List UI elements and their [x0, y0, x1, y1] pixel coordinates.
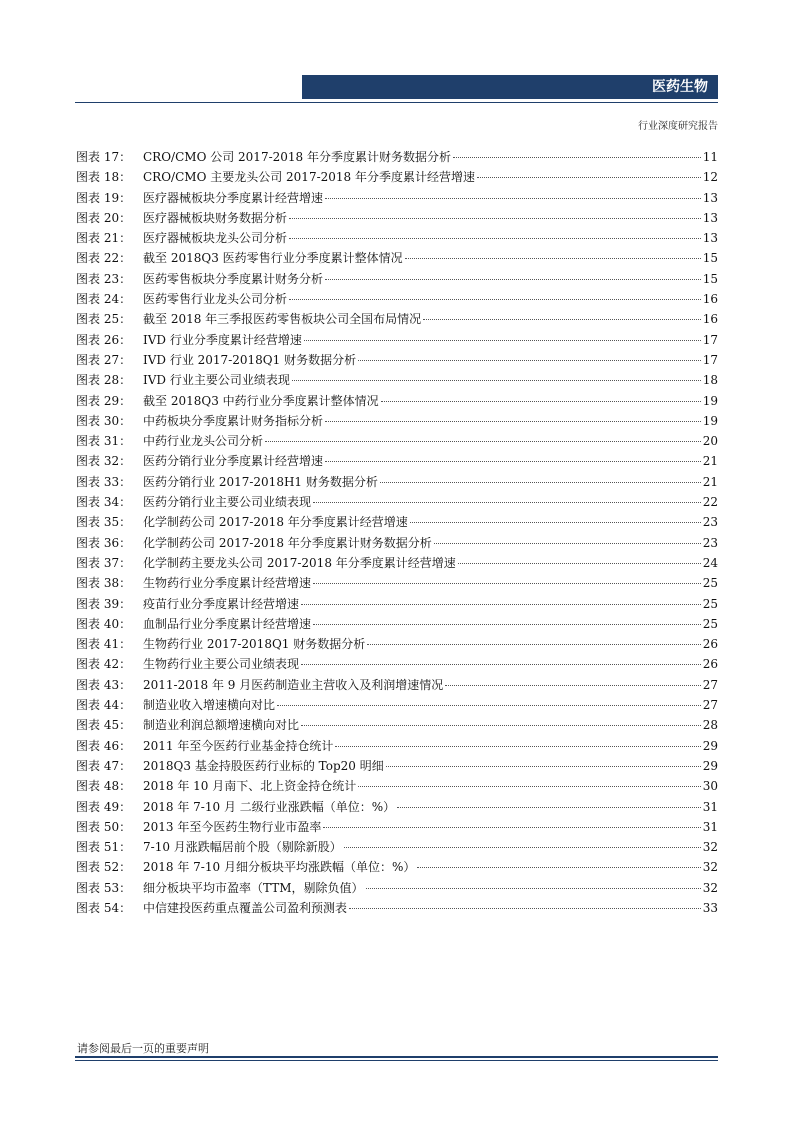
- toc-entry[interactable]: [76, 737, 718, 757]
- toc-entry-page: 15: [702, 271, 718, 286]
- toc-entry-number: 图表 41：: [76, 637, 132, 652]
- toc-entry[interactable]: [76, 574, 718, 594]
- toc-entry-title: 2018 年 7-10 月 二级行业涨跌幅（单位：%）: [143, 799, 396, 814]
- toc-entry[interactable]: [76, 635, 718, 655]
- toc-entry-page: 13: [702, 190, 718, 205]
- toc-leader-dots: [358, 360, 701, 361]
- toc-entry-page: 15: [702, 251, 718, 266]
- toc-entry-page: 31: [702, 819, 718, 834]
- toc-entry-title: 化学制药公司 2017-2018 年分季度累计经营增速: [143, 515, 408, 530]
- toc-entry-title: 生物药行业 2017-2018Q1 财务数据分析: [143, 637, 366, 652]
- toc-leader-dots: [453, 157, 701, 158]
- toc-entry-page: 32: [702, 860, 718, 875]
- toc-entry-number: 图表 20：: [76, 210, 132, 225]
- toc-entry-number: 图表 52：: [76, 860, 132, 875]
- toc-entry-number: 图表 24：: [76, 292, 132, 307]
- toc-entry[interactable]: [76, 595, 718, 615]
- toc-entry-page: 21: [702, 474, 718, 489]
- toc-entry[interactable]: [76, 432, 718, 452]
- toc-entry-title: 医药零售板块分季度累计财务分析: [143, 271, 324, 286]
- toc-entry-number: 图表 18：: [76, 170, 132, 185]
- toc-entry[interactable]: [76, 818, 718, 838]
- toc-entry-title: 中信建投医药重点覆盖公司盈利预测表: [143, 900, 348, 915]
- toc-entry-number: 图表 21：: [76, 231, 132, 246]
- section-title-bar: [302, 75, 718, 99]
- toc-entry-page: 27: [702, 698, 718, 713]
- toc-entry-number: 图表 17：: [76, 150, 132, 164]
- toc-entry[interactable]: [76, 554, 718, 574]
- section-title: 医药生物: [652, 79, 708, 95]
- figure-list: [76, 148, 718, 919]
- toc-entry-title: 医药分销行业主要公司业绩表现: [143, 495, 312, 510]
- toc-entry-number: 图表 54：: [76, 900, 132, 915]
- toc-entry-title: 中药行业龙头公司分析: [143, 434, 264, 449]
- toc-entry-number: 图表 23：: [76, 271, 132, 286]
- toc-entry[interactable]: [76, 412, 718, 432]
- toc-entry-title: 医药零售行业龙头公司分析: [143, 292, 288, 307]
- toc-entry-page: 32: [702, 840, 718, 855]
- toc-entry[interactable]: [76, 493, 718, 513]
- toc-leader-dots: [323, 827, 700, 828]
- toc-entry-title: 制造业收入增速横向对比: [143, 698, 276, 713]
- toc-entry-title: 截至 2018Q3 医药零售行业分季度累计整体情况: [143, 251, 403, 266]
- toc-leader-dots: [313, 624, 701, 625]
- toc-leader-dots: [349, 908, 701, 909]
- toc-entry-title: 医药分销行业 2017-2018H1 财务数据分析: [143, 474, 378, 489]
- toc-entry-title: 2011 年至今医药行业基金持仓统计: [143, 738, 334, 753]
- toc-entry-page: 26: [702, 657, 718, 672]
- toc-entry-page: 28: [702, 718, 718, 733]
- toc-entry-page: 18: [702, 373, 718, 388]
- toc-entry[interactable]: [76, 534, 718, 554]
- toc-entry-title: 医药分销行业分季度累计经营增速: [143, 454, 324, 469]
- toc-entry-page: 25: [702, 616, 718, 631]
- toc-entry-page: 19: [702, 393, 718, 408]
- toc-entry-title: 化学制药公司 2017-2018 年分季度累计财务数据分析: [143, 535, 432, 550]
- toc-entry-page: 21: [702, 454, 718, 469]
- toc-entry-page: 20: [702, 434, 718, 449]
- toc-entry-page: 22: [702, 495, 718, 510]
- toc-leader-dots: [380, 482, 701, 483]
- toc-entry-title: 制造业利润总额增速横向对比: [143, 718, 300, 733]
- toc-entry-number: 图表 53：: [76, 880, 132, 895]
- toc-entry-title: 2018 年 10 月南下、北上资金持仓统计: [143, 779, 357, 794]
- toc-entry[interactable]: [76, 249, 718, 269]
- toc-entry[interactable]: [76, 168, 718, 188]
- toc-leader-dots: [367, 644, 700, 645]
- toc-entry-page: 16: [702, 312, 718, 327]
- toc-entry-page: 17: [702, 352, 718, 367]
- toc-entry-title: IVD 行业主要公司业绩表现: [143, 373, 290, 388]
- toc-entry[interactable]: [76, 229, 718, 249]
- toc-entry-title: CRO/CMO 公司 2017-2018 年分季度累计财务数据分析: [143, 150, 451, 164]
- toc-entry-page: 33: [702, 900, 718, 915]
- toc-entry-page: 30: [702, 779, 718, 794]
- toc-entry[interactable]: [76, 655, 718, 675]
- toc-entry-number: 图表 40：: [76, 616, 132, 631]
- toc-entry-number: 图表 45：: [76, 718, 132, 733]
- toc-entry[interactable]: [76, 189, 718, 209]
- toc-entry[interactable]: [76, 513, 718, 533]
- toc-entry-number: 图表 34：: [76, 495, 132, 510]
- toc-leader-dots: [301, 664, 701, 665]
- toc-entry[interactable]: [76, 310, 718, 330]
- toc-leader-dots: [386, 766, 701, 767]
- toc-entry-number: 图表 38：: [76, 576, 132, 591]
- toc-leader-dots: [304, 340, 701, 341]
- footer-disclaimer: 请参阅最后一页的重要声明: [77, 1042, 209, 1055]
- toc-entry-title: 医疗器械板块财务数据分析: [143, 210, 288, 225]
- toc-leader-dots: [434, 543, 701, 544]
- toc-entry[interactable]: [76, 392, 718, 412]
- toc-entry-title: 化学制药主要龙头公司 2017-2018 年分季度累计经营增速: [143, 555, 456, 570]
- report-type-label: 行业深度研究报告: [638, 121, 718, 132]
- toc-entry[interactable]: [76, 716, 718, 736]
- toc-entry-number: 图表 44：: [76, 698, 132, 713]
- toc-entry-number: 图表 27：: [76, 352, 132, 367]
- toc-entry[interactable]: [76, 331, 718, 351]
- toc-entry[interactable]: [76, 148, 718, 168]
- toc-entry-number: 图表 31：: [76, 434, 132, 449]
- toc-leader-dots: [265, 441, 701, 442]
- toc-entry-number: 图表 26：: [76, 332, 132, 347]
- toc-entry[interactable]: [76, 209, 718, 229]
- toc-leader-dots: [325, 279, 701, 280]
- toc-entry-number: 图表 22：: [76, 251, 132, 266]
- header-divider: [75, 102, 718, 103]
- toc-entry-number: 图表 36：: [76, 535, 132, 550]
- toc-entry-number: 图表 29：: [76, 393, 132, 408]
- toc-entry-title: 截至 2018 年三季报医药零售板块公司全国布局情况: [143, 312, 422, 327]
- toc-entry-page: 19: [702, 413, 718, 428]
- toc-entry-page: 16: [702, 292, 718, 307]
- toc-entry-title: 2011-2018 年 9 月医药制造业主营收入及利润增速情况: [143, 677, 444, 692]
- toc-entry-title: IVD 行业分季度累计经营增速: [143, 332, 302, 347]
- toc-entry-page: 11: [702, 150, 718, 164]
- toc-leader-dots: [358, 786, 700, 787]
- toc-entry-number: 图表 37：: [76, 555, 132, 570]
- toc-entry-title: 2013 年至今医药生物行业市盈率: [143, 819, 322, 834]
- toc-leader-dots: [277, 705, 701, 706]
- toc-entry-page: 29: [702, 738, 718, 753]
- toc-entry-title: 生物药行业主要公司业绩表现: [143, 657, 300, 672]
- toc-entry[interactable]: [76, 676, 718, 696]
- toc-entry[interactable]: [76, 452, 718, 472]
- toc-entry-number: 图表 49：: [76, 799, 132, 814]
- toc-entry-page: 25: [702, 576, 718, 591]
- toc-leader-dots: [325, 421, 701, 422]
- toc-leader-dots: [289, 218, 701, 219]
- toc-leader-dots: [335, 746, 700, 747]
- toc-leader-dots: [458, 563, 701, 564]
- toc-leader-dots: [381, 401, 701, 402]
- toc-leader-dots: [344, 847, 701, 848]
- toc-entry-page: 31: [702, 799, 718, 814]
- toc-entry-title: 医疗器械板块龙头公司分析: [143, 231, 288, 246]
- toc-entry[interactable]: [76, 371, 718, 391]
- toc-entry-title: 生物药行业分季度累计经营增速: [143, 576, 312, 591]
- toc-entry[interactable]: [76, 473, 718, 493]
- toc-entry[interactable]: [76, 351, 718, 371]
- toc-entry[interactable]: [76, 290, 718, 310]
- toc-entry-number: 图表 50：: [76, 819, 132, 834]
- toc-leader-dots: [289, 238, 701, 239]
- toc-entry[interactable]: [76, 798, 718, 818]
- toc-entry-page: 13: [702, 210, 718, 225]
- toc-entry-number: 图表 32：: [76, 454, 132, 469]
- toc-entry-page: 27: [702, 677, 718, 692]
- toc-leader-dots: [417, 867, 700, 868]
- toc-entry-number: 图表 48：: [76, 779, 132, 794]
- toc-entry-page: 12: [702, 170, 718, 185]
- footer-divider: [75, 1056, 718, 1058]
- footer-divider-thin: [75, 1060, 718, 1061]
- toc-entry-page: 32: [702, 880, 718, 895]
- toc-leader-dots: [397, 807, 701, 808]
- toc-entry[interactable]: [76, 270, 718, 290]
- toc-entry-number: 图表 47：: [76, 758, 132, 773]
- toc-leader-dots: [289, 299, 701, 300]
- toc-entry-page: 17: [702, 332, 718, 347]
- toc-leader-dots: [423, 319, 701, 320]
- toc-entry[interactable]: [76, 757, 718, 777]
- toc-entry-page: 24: [702, 555, 718, 570]
- toc-entry-title: 7-10 月涨跌幅居前个股（剔除新股）: [143, 840, 342, 855]
- toc-entry[interactable]: [76, 838, 718, 858]
- toc-leader-dots: [325, 198, 701, 199]
- toc-entry[interactable]: [76, 879, 718, 899]
- toc-entry-title: CRO/CMO 主要龙头公司 2017-2018 年分季度累计经营增速: [143, 170, 475, 185]
- toc-entry-title: 2018Q3 基金持股医药行业标的 Top20 明细: [143, 758, 384, 773]
- toc-entry-number: 图表 35：: [76, 515, 132, 530]
- toc-leader-dots: [405, 258, 701, 259]
- toc-entry-title: 中药板块分季度累计财务指标分析: [143, 413, 324, 428]
- toc-entry-number: 图表 42：: [76, 657, 132, 672]
- toc-leader-dots: [301, 604, 701, 605]
- toc-entry-page: 29: [702, 758, 718, 773]
- toc-entry-number: 图表 19：: [76, 190, 132, 205]
- toc-entry[interactable]: [76, 899, 718, 919]
- toc-leader-dots: [313, 502, 701, 503]
- toc-entry-title: 血制品行业分季度累计经营增速: [143, 616, 312, 631]
- toc-entry-title: IVD 行业 2017-2018Q1 财务数据分析: [143, 352, 357, 367]
- toc-entry-page: 26: [702, 637, 718, 652]
- toc-entry-number: 图表 46：: [76, 738, 132, 753]
- toc-entry-page: 23: [702, 535, 718, 550]
- toc-entry[interactable]: [76, 858, 718, 878]
- toc-entry-number: 图表 28：: [76, 373, 132, 388]
- toc-entry-page: 23: [702, 515, 718, 530]
- toc-entry-title: 疫苗行业分季度累计经营增速: [143, 596, 300, 611]
- toc-entry-number: 图表 51：: [76, 840, 132, 855]
- toc-leader-dots: [313, 583, 701, 584]
- toc-entry[interactable]: [76, 615, 718, 635]
- toc-leader-dots: [366, 888, 701, 889]
- toc-entry-title: 2018 年 7-10 月细分板块平均涨跌幅（单位：%）: [143, 860, 416, 875]
- toc-entry-number: 图表 25：: [76, 312, 132, 327]
- toc-entry-page: 25: [702, 596, 718, 611]
- toc-entry[interactable]: [76, 777, 718, 797]
- toc-leader-dots: [445, 685, 701, 686]
- toc-entry-number: 图表 43：: [76, 677, 132, 692]
- toc-leader-dots: [292, 380, 701, 381]
- toc-entry-title: 细分板块平均市盈率（TTM，剔除负值）: [143, 880, 364, 895]
- toc-entry-number: 图表 33：: [76, 474, 132, 489]
- toc-leader-dots: [301, 725, 701, 726]
- toc-leader-dots: [325, 461, 701, 462]
- toc-leader-dots: [477, 177, 701, 178]
- toc-entry-number: 图表 30：: [76, 413, 132, 428]
- toc-entry-title: 截至 2018Q3 中药行业分季度累计整体情况: [143, 393, 379, 408]
- toc-entry-page: 13: [702, 231, 718, 246]
- toc-entry[interactable]: [76, 696, 718, 716]
- toc-leader-dots: [410, 522, 701, 523]
- toc-entry-number: 图表 39：: [76, 596, 132, 611]
- toc-entry-title: 医疗器械板块分季度累计经营增速: [143, 190, 324, 205]
